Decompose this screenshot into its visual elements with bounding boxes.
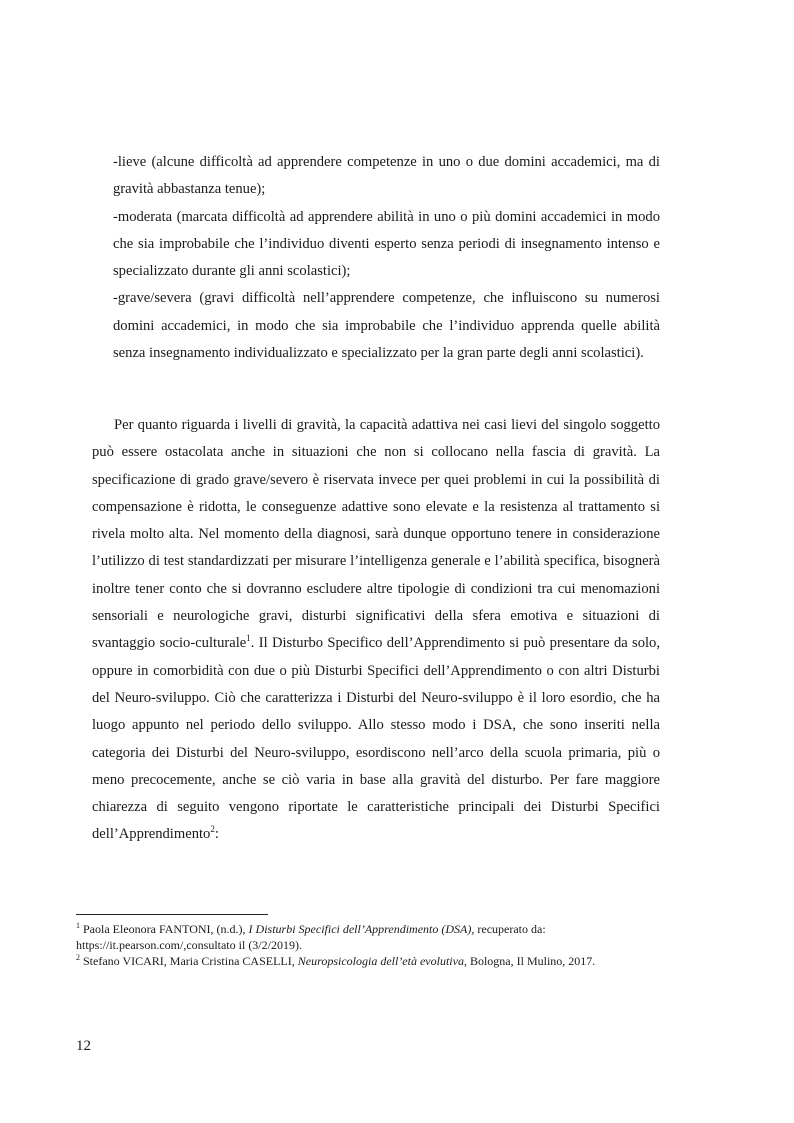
- footnote-text: Paola Eleonora FANTONI, (n.d.),: [83, 922, 249, 936]
- footnote-number: 2: [76, 953, 80, 962]
- severity-list: [113, 149, 660, 367]
- footnote-text: recuperato da: https://it.pearson.com/,consultato il (3/2/2019).: [76, 922, 546, 952]
- footnote-title: Neuropsicologia dell’età evolutiva: [297, 954, 464, 968]
- body-paragraph: [92, 412, 660, 849]
- footnote-2: [76, 953, 666, 969]
- footnote-separator: [76, 914, 268, 915]
- footnote-ref-2[interactable]: 2: [210, 824, 215, 835]
- paragraph-text-part1: Per quanto riguarda i livelli di gravità, la capacità adattiva nei casi lievi del singolo soggetto può essere ostacolata anche in situazioni che non si collocano nella fascia di gravità. La specificazione di grado grave/severo è riservata invece per quei problemi in cui la possibilità di compensazione è ridotta, le conseguenze adattive sono elevate e la resistenza al trattamento si rivela molto alta. Nel momento della diagnosi, sarà dunque opportuno tenere in considerazione l’utilizzo di test standardizzati per misurare l’intelligenza generale e l’abilità specifica, bisognerà inoltre tener conto che si dovranno escludere altre tipologie di condizioni tra cui menomazioni sensoriali e neurologiche gravi, disturbi significativi della sfera emotiva e situazioni di svantaggio socio-culturale: [92, 417, 660, 652]
- footnote-text: , Bologna, Il Mulino, 2017.: [463, 954, 596, 968]
- footnote-number: 1: [76, 921, 80, 930]
- list-item-moderata: -moderata (marcata difficoltà ad apprendere abilità in uno o più domini accademici in modo che sia improbabile che l’individuo diventi esperto senza periodi di insegnamento intenso e specializzato durante gli anni scolastici);: [113, 208, 660, 280]
- page-number: 12: [76, 1038, 91, 1054]
- footnote-ref-1[interactable]: 1: [246, 633, 251, 644]
- footnotes: [76, 921, 666, 969]
- footnote-title: I Disturbi Specifici dell’Apprendimento (DSA),: [248, 922, 475, 936]
- footnote-1: [76, 921, 666, 953]
- list-item-grave-severa: -grave/severa (gravi difficoltà nell’apprendere competenze, che influiscono su numerosi domini accademici, in modo che sia improbabile che l’individuo apprenda quelle abilità senza insegnamento individualizzato e specializzato per la gran parte degli anni scolastici).: [113, 290, 660, 362]
- footnote-text: Stefano VICARI, Maria Cristina CASELLI,: [83, 954, 298, 968]
- paragraph-text-part3: :: [214, 826, 219, 843]
- list-item-lieve: -lieve (alcune difficoltà ad apprendere competenze in uno o due domini accademici, ma di gravità abbastanza tenue);: [113, 154, 660, 198]
- paragraph-text-part2: . Il Disturbo Specifico dell’Apprendimento si può presentare da solo, oppure in comorbidità con due o più Disturbi Specifici dell’Apprendimento o con altri Disturbi del Neuro-sviluppo. Ciò che caratterizza i Disturbi del Neuro-sviluppo è il loro esordio, che ha luogo appunto nel periodo dello sviluppo. Allo stesso modo i DSA, che sono inseriti nella categoria dei Disturbi del Neuro-sviluppo, esordiscono nell’arco della scuola primaria, più o meno precocemente, anche se ciò varia in base alla gravità del disturbo. Per fare maggiore chiarezza di seguito vengono riportate le caratteristiche principali dei Disturbi Specifici dell’Apprendimento: [92, 635, 661, 843]
